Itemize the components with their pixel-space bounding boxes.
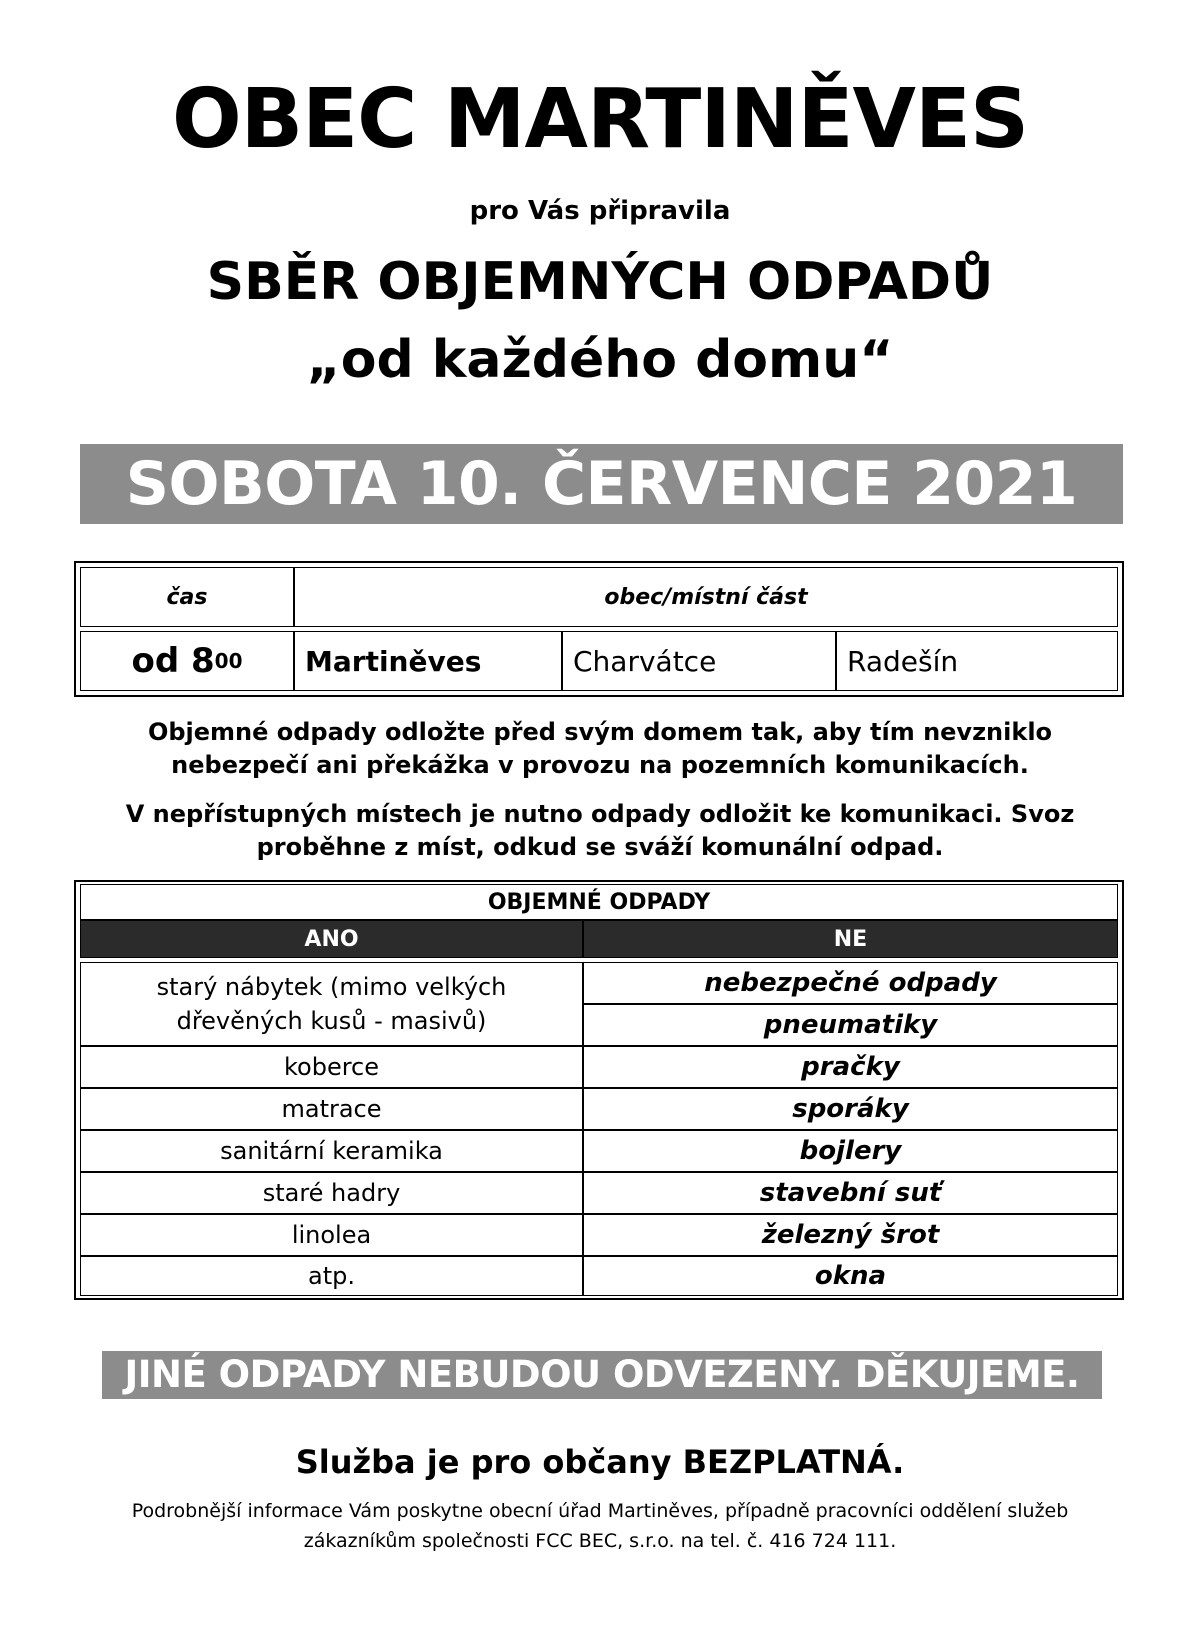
waste-table-title: OBJEMNÉ ODPADY: [80, 884, 1118, 920]
waste-col-yes-header: ANO: [80, 920, 583, 958]
instruction-paragraph-2: V nepřístupných místech je nutno odpady odložit ke komunikaci. Svoz proběhne z míst, odkud se sváží komunální odpad.: [125, 800, 1075, 861]
subtitle: pro Vás připravila: [469, 196, 731, 226]
schedule-header-place: obec/místní část: [294, 567, 1118, 627]
waste-yes-item: koberce: [80, 1046, 583, 1088]
schedule-time-prefix: od 8: [131, 641, 215, 681]
contact-info-line-2: zákazníkům společnosti FCC BEC, s.r.o. na tel. č. 416 724 111.: [303, 1530, 897, 1552]
waste-no-item: sporáky: [583, 1088, 1118, 1130]
waste-no-item: okna: [583, 1256, 1118, 1296]
free-service-note: Služba je pro občany BEZPLATNÁ.: [295, 1443, 905, 1481]
schedule-table: [74, 561, 1124, 697]
waste-no-item: bojlery: [583, 1130, 1118, 1172]
waste-yes-item: sanitární keramika: [80, 1130, 583, 1172]
waste-no-item: pneumatiky: [583, 1004, 1118, 1046]
waste-yes-item: matrace: [80, 1088, 583, 1130]
footer-banner: JINÉ ODPADY NEBUDOU ODVEZENY. DĚKUJEME.: [102, 1351, 1102, 1399]
headline-line-2: „od každého domu“: [306, 330, 894, 390]
waste-no-item: nebezpečné odpady: [583, 962, 1118, 1004]
instruction-paragraph-1: Objemné odpady odložte před svým domem tak, aby tím nevzniklo nebezpečí ani překážka v provozu na pozemních komunikacích.: [147, 718, 1053, 779]
schedule-time-sup: 00: [214, 649, 243, 673]
waste-col-no-header: NE: [583, 920, 1118, 958]
waste-yes-item: linolea: [80, 1214, 583, 1256]
schedule-place-2: Charvátce: [562, 631, 836, 691]
schedule-place-1: Martiněves: [294, 631, 562, 691]
page-title: OBEC MARTINĚVES: [171, 72, 1029, 167]
waste-yes-item: staré hadry: [80, 1172, 583, 1214]
date-banner: SOBOTA 10. ČERVENCE 2021: [80, 444, 1123, 524]
schedule-place-3: Radešín: [836, 631, 1118, 691]
waste-no-item: pračky: [583, 1046, 1118, 1088]
contact-info-line-1: Podrobnější informace Vám poskytne obecní úřad Martiněves, případně pracovníci oddělení služeb: [131, 1500, 1069, 1522]
waste-no-item: stavební suť: [583, 1172, 1118, 1214]
waste-no-item: železný šrot: [583, 1214, 1118, 1256]
schedule-header-time: čas: [80, 567, 294, 627]
schedule-time-cell: [80, 631, 294, 691]
waste-yes-item: starý nábytek (mimo velkých dřevěných kusů - masivů): [80, 962, 583, 1046]
waste-yes-item: atp.: [80, 1256, 583, 1296]
waste-table: [74, 880, 1124, 1300]
headline-line-1: SBĚR OBJEMNÝCH ODPADŮ: [206, 252, 994, 312]
